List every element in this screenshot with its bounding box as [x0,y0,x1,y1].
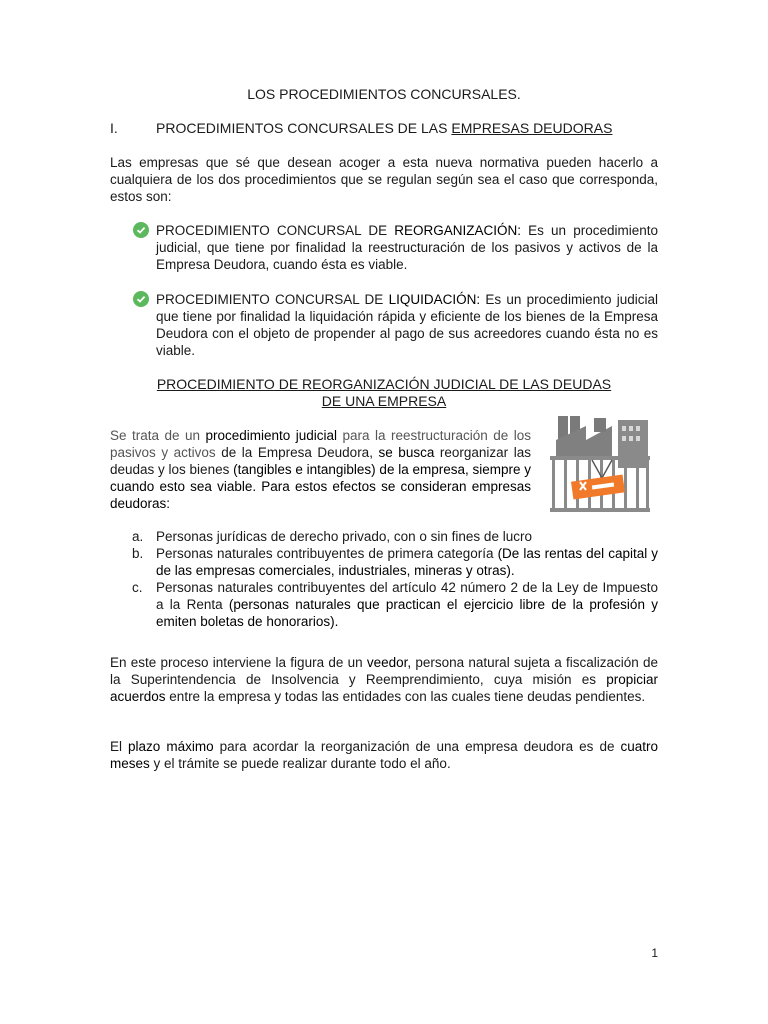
list-item-text: Personas naturales contribuyentes del artículo 42 número 2 de la Ley de Impuesto a la Renta [156,580,658,612]
list-item-bold: (De las rentas del capital y de las empresas comerciales, industriales, mineras y otras). [156,546,658,578]
p3-c: para acordar la reorganización de una empresa deudora es de [213,739,621,754]
section-number: I. [110,120,118,136]
p3-e: y el trámite se puede realizar durante todo el año. [149,756,451,771]
bullet-rest: Es un procedimiento judicial que tiene por finalidad la liquidación rápida y eficiente de los bienes de la Empresa Deudora con el objeto de propender al pago de sus acreedores cuando ésta no es viable. [156,292,658,358]
p1-f: reorganizar las deudas y los bienes [110,445,531,477]
p1-b: procedimiento judicial [205,428,338,443]
list-item [156,528,658,545]
subheading [150,376,618,410]
list-letter: b. [132,546,144,561]
bullet-prefix: PROCEDIMIENTO CONCURSAL DE [156,223,395,238]
p2-a: En este proceso interviene la figura de un [110,655,367,670]
p1-d: de la Empresa Deudora, [215,445,379,460]
paragraph-veedor [110,654,658,705]
list-letter: c. [132,580,143,595]
page-number: 1 [651,946,658,960]
section-heading [110,120,630,137]
subheading-line1: PROCEDIMIENTO DE REORGANIZACIÓN JUDICIAL DE LAS DEUDAS [156,376,612,392]
p1-g: (tangibles e intangibles) de la empresa, siempre y cuando esto sea viable. Para estos efectos se consideran empresas deudoras: [110,462,531,511]
subheading-line2: DE UNA EMPRESA [321,393,447,409]
list-item-bold: (personas naturales que practican el ejercicio libre de la profesión y emiten boletas de honorarios). [156,597,658,629]
p2-e: entre la empresa y todas las entidades con las cuales tiene deudas pendientes. [165,689,646,704]
paragraph-reorganizacion [110,427,531,512]
list-item-text: Personas naturales contribuyentes de primera categoría [156,546,498,561]
section-heading-text: PROCEDIMIENTOS CONCURSALES DE LAS [156,120,452,136]
p3-d: cuatro meses [110,739,658,771]
document-title: LOS PROCEDIMIENTOS CONCURSALES. [247,86,521,102]
list-item [156,579,658,630]
p1-e: se busca [378,445,435,460]
p2-d: propiciar acuerdos [110,672,658,704]
bullet-prefix: PROCEDIMIENTO CONCURSAL DE [156,292,389,307]
check-circle-icon [133,222,149,238]
list-letter: a. [132,529,144,544]
section-heading-underlined: EMPRESAS DEUDORAS [451,120,613,136]
intro-paragraph: Las empresas que sé que desean acoger a esta nueva normativa pueden hacerlo a cualquiera de los dos procedimientos que se regulan según sea el caso que corresponda, estos son: [110,155,658,204]
p3-b: plazo máximo [128,739,214,754]
list-item-text: Personas jurídicas de derecho privado, con o sin fines de lucro [156,529,532,544]
bullet-bold: REORGANIZACIÓN: [394,223,521,238]
check-circle-icon [133,291,149,307]
bullet-rest: Es un procedimiento judicial, que tiene por finalidad la reestructuración de los pasivos y activos de la Empresa Deudora, cuando ésta es viable. [156,223,658,272]
bullet-bold: LIQUIDACIÓN: [388,292,481,307]
factory-closed-icon [542,412,654,516]
p1-a: Se trata de un [110,428,206,443]
p3-a: El [110,739,129,754]
p2-b: veedor, [366,655,412,670]
p1-c: para la reestructuración de los pasivos y activos [110,428,531,460]
paragraph-plazo [110,738,658,772]
list-item [156,545,658,579]
bullet-reorganizacion [156,222,658,273]
bullet-liquidacion [156,291,658,359]
p2-c: persona natural sujeta a fiscalización de la Superintendencia de Insolvencia y Reemprendimiento, cuya misión es [110,655,658,687]
